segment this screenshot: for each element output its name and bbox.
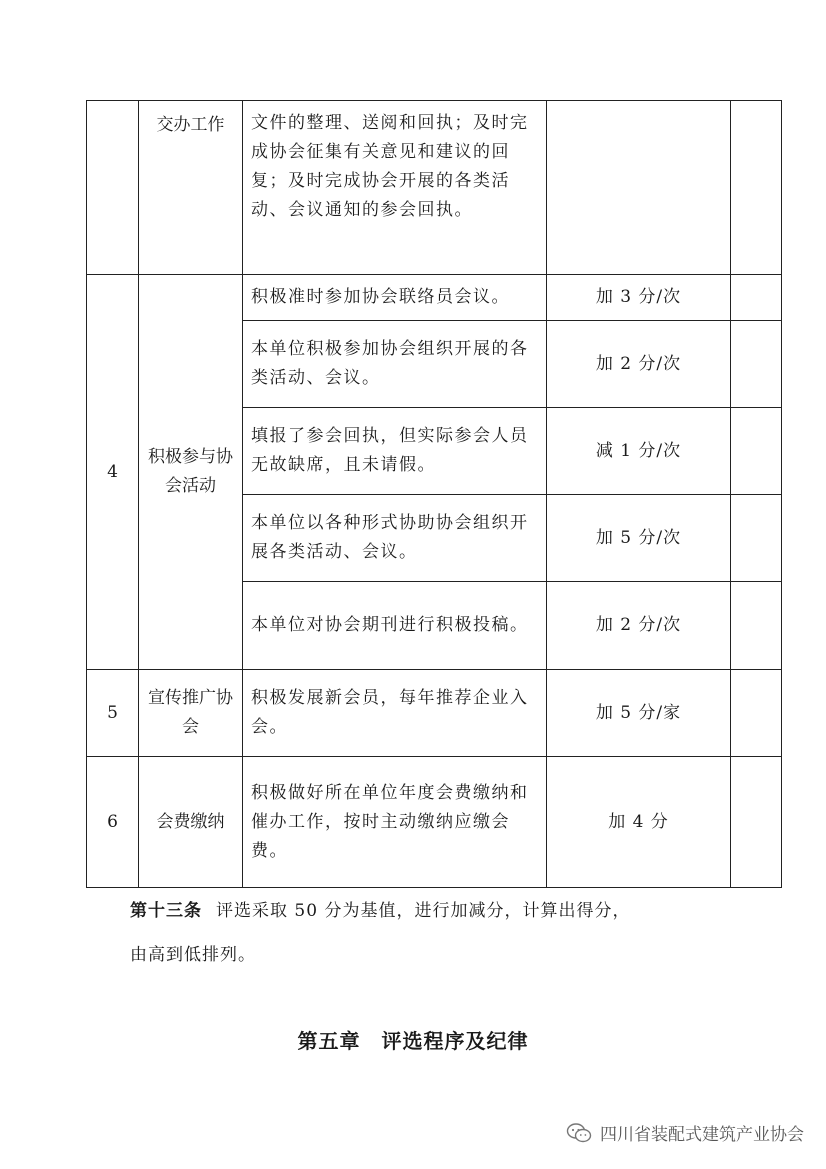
row-description: 文件的整理、送阅和回执；及时完成协会征集有关意见和建议的回复；及时完成协会开展的各类活动、会议通知的参会回执。 bbox=[243, 101, 547, 275]
row-description: 积极准时参加协会联络员会议。 bbox=[243, 275, 547, 321]
table-row bbox=[87, 757, 782, 888]
row-score: 加 5 分/家 bbox=[547, 670, 731, 757]
row-description: 积极发展新会员，每年推荐企业入会。 bbox=[243, 670, 547, 757]
blank-cell bbox=[731, 275, 782, 321]
blank-cell bbox=[731, 101, 782, 275]
row-description: 本单位对协会期刊进行积极投稿。 bbox=[243, 582, 547, 670]
blank-cell bbox=[731, 408, 782, 495]
row-score: 加 3 分/次 bbox=[547, 275, 731, 321]
row-number bbox=[87, 101, 139, 275]
row-item: 积极参与协会活动 bbox=[139, 275, 243, 670]
row-description: 积极做好所在单位年度会费缴纳和催办工作，按时主动缴纳应缴会费。 bbox=[243, 757, 547, 888]
table-row bbox=[87, 275, 782, 321]
row-item: 宣传推广协会 bbox=[139, 670, 243, 757]
row-score: 加 2 分/次 bbox=[547, 321, 731, 408]
watermark-text: 四川省装配式建筑产业协会 bbox=[600, 1125, 804, 1145]
row-score: 加 5 分/次 bbox=[547, 495, 731, 582]
row-item: 交办工作 bbox=[139, 101, 243, 275]
table-row bbox=[87, 101, 782, 275]
wechat-icon bbox=[566, 1122, 592, 1144]
blank-cell bbox=[731, 321, 782, 408]
article-text-line1: 评选采取 50 分为基值，进行加减分，计算出得分， bbox=[216, 901, 631, 921]
article-13 bbox=[130, 896, 730, 926]
article-text-line2: 由高到低排列。 bbox=[130, 945, 256, 965]
watermark bbox=[566, 1120, 804, 1145]
blank-cell bbox=[731, 757, 782, 888]
table-row bbox=[87, 670, 782, 757]
blank-cell bbox=[731, 495, 782, 582]
row-score: 加 2 分/次 bbox=[547, 582, 731, 670]
chapter-title: 第五章 评选程序及纪律 bbox=[297, 1029, 529, 1053]
row-score bbox=[547, 101, 731, 275]
blank-cell bbox=[731, 670, 782, 757]
row-score: 加 4 分 bbox=[547, 757, 731, 888]
evaluation-table bbox=[86, 100, 782, 888]
row-description: 本单位积极参加协会组织开展的各类活动、会议。 bbox=[243, 321, 547, 408]
row-item: 会费缴纳 bbox=[139, 757, 243, 888]
row-number: 5 bbox=[87, 670, 139, 757]
row-number: 4 bbox=[87, 275, 139, 670]
article-label: 第十三条 bbox=[130, 901, 202, 921]
row-score: 减 1 分/次 bbox=[547, 408, 731, 495]
row-number: 6 bbox=[87, 757, 139, 888]
row-description: 本单位以各种形式协助协会组织开展各类活动、会议。 bbox=[243, 495, 547, 582]
blank-cell bbox=[731, 582, 782, 670]
row-description: 填报了参会回执，但实际参会人员无故缺席，且未请假。 bbox=[243, 408, 547, 495]
article-13-continued bbox=[130, 940, 730, 970]
